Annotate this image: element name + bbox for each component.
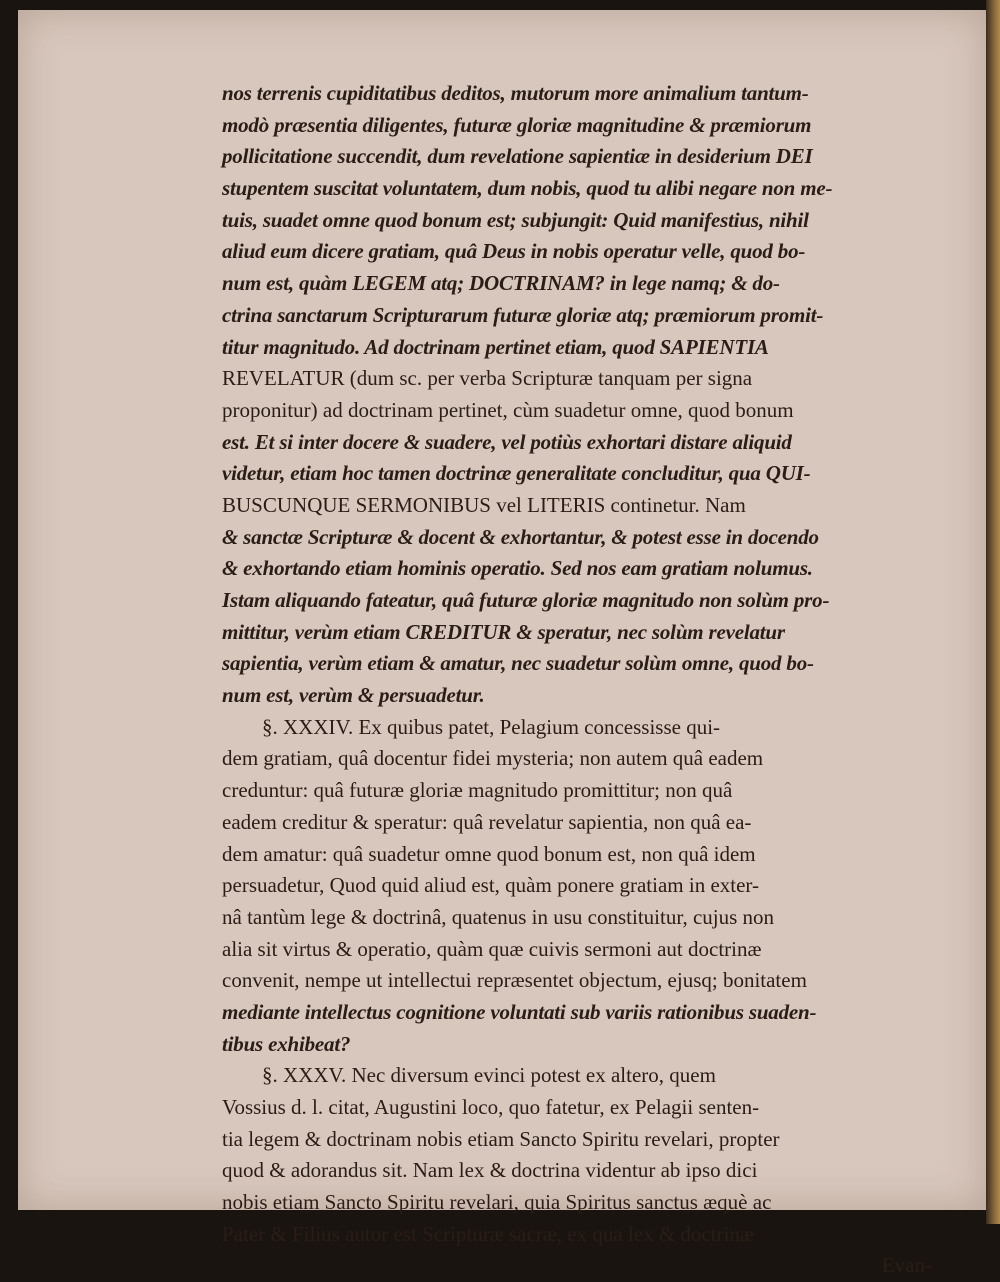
text-line: nos terrenis cupiditatibus deditos, mutorum more animalium tantum- [222,81,809,105]
text-line: ctrina sanctarum Scripturarum futuræ gloriæ atq; præmiorum promit- [222,302,824,327]
text-line: modò præsentia diligentes, futuræ gloriæ magnitudine & præmiorum [222,112,812,137]
text-line: sapientia, verùm etiam & amatur, nec suadetur solùm omne, quod bo- [222,651,814,676]
text-line: tuis, suadet omne quod bonum est; subjungit: Quid manifestius, nihil [222,207,809,232]
text-line: videtur, etiam hoc tamen doctrinæ generalitate concluditur, qua QUI- [222,461,811,486]
section-heading-line: §. XXXV. Nec diversum evinci potest ex altero, quem [262,1063,716,1088]
page-text [222,78,942,1282]
text-line: BUSCUNQUE SERMONIBUS vel LITERIS continetur. Nam [222,492,746,517]
text-line: Pater & Filius autor est Scripturæ sacræ, ex qua lex & doctrinæ [222,1221,754,1246]
text-line: creduntur: quâ futuræ gloriæ magnitudo promittitur; non quâ [222,778,733,803]
text-line: num est, verùm & persuadetur. [222,683,485,708]
text-line: eadem creditur & speratur: quâ revelatur sapientia, non quâ ea- [222,809,752,834]
text-line: mittitur, verùm etiam CREDITUR & speratur, nec solùm revelatur [222,619,785,644]
text-line: titur magnitudo. Ad doctrinam pertinet etiam, quod SAPIENTIA [222,334,769,359]
text-line: mediante intellectus cognitione voluntati sub variis rationibus suaden- [222,999,817,1024]
page-edge [986,0,1000,1224]
text-line: dem gratiam, quâ docentur fidei mysteria; non autem quâ eadem [222,746,764,771]
text-line: REVELATUR (dum sc. per verba Scripturæ tanquam per signa [222,366,753,391]
text-line: stupentem suscitat voluntatem, dum nobis, quod tu alibi negare non me- [222,176,833,201]
text-line: convenit, nempe ut intellectui repræsentet objectum, ejusq; bonitatem [222,968,807,993]
text-line: dem amatur: quâ suadetur omne quod bonum est, non quâ idem [222,841,756,866]
text-line: proponitur) ad doctrinam pertinet, cùm suadetur omne, quod bonum [222,397,794,422]
text-line: persuadetur, Quod quid aliud est, quàm ponere gratiam in exter- [222,873,759,898]
text-line: est. Et si inter docere & suadere, vel potiùs exhortari distare aliquid [222,429,792,454]
text-line: & exhortando etiam hominis operatio. Sed nos eam gratiam nolumus. [222,556,813,581]
text-line: Vossius d. l. citat, Augustini loco, quo fatetur, ex Pelagii senten- [222,1095,760,1119]
text-line: & sanctæ Scripturæ & docent & exhortantur, & potest esse in docendo [222,524,819,549]
text-line: num est, quàm LEGEM atq; DOCTRINAM? in lege namq; & do- [222,271,780,296]
catchword: Evan- [881,1253,932,1278]
text-line: quod & adorandus sit. Nam lex & doctrina videntur ab ipso dici [222,1158,758,1183]
text-line: nâ tantùm lege & doctrinâ, quatenus in usu constituitur, cujus non [222,904,775,929]
text-line: aliud eum dicere gratiam, quâ Deus in nobis operatur velle, quod bo- [222,239,806,264]
text-line: Istam aliquando fateatur, quâ futuræ gloriæ magnitudo non solùm pro- [222,588,830,612]
text-line: tibus exhibeat? [222,1031,351,1056]
section-heading-line: §. XXXIV. Ex quibus patet, Pelagium concessisse qui- [262,714,721,739]
text-line: alia sit virtus & operatio, quàm quæ cuivis sermoni aut doctrinæ [222,936,762,961]
text-line: pollicitatione succendit, dum revelatione sapientiæ in desiderium DEI [222,144,813,169]
text-line: tia legem & doctrinam nobis etiam Sancto Spiritu revelari, propter [222,1126,780,1151]
text-line: nobis etiam Sancto Spiritu revelari, quia Spiritus sanctus æquè ac [222,1190,772,1215]
